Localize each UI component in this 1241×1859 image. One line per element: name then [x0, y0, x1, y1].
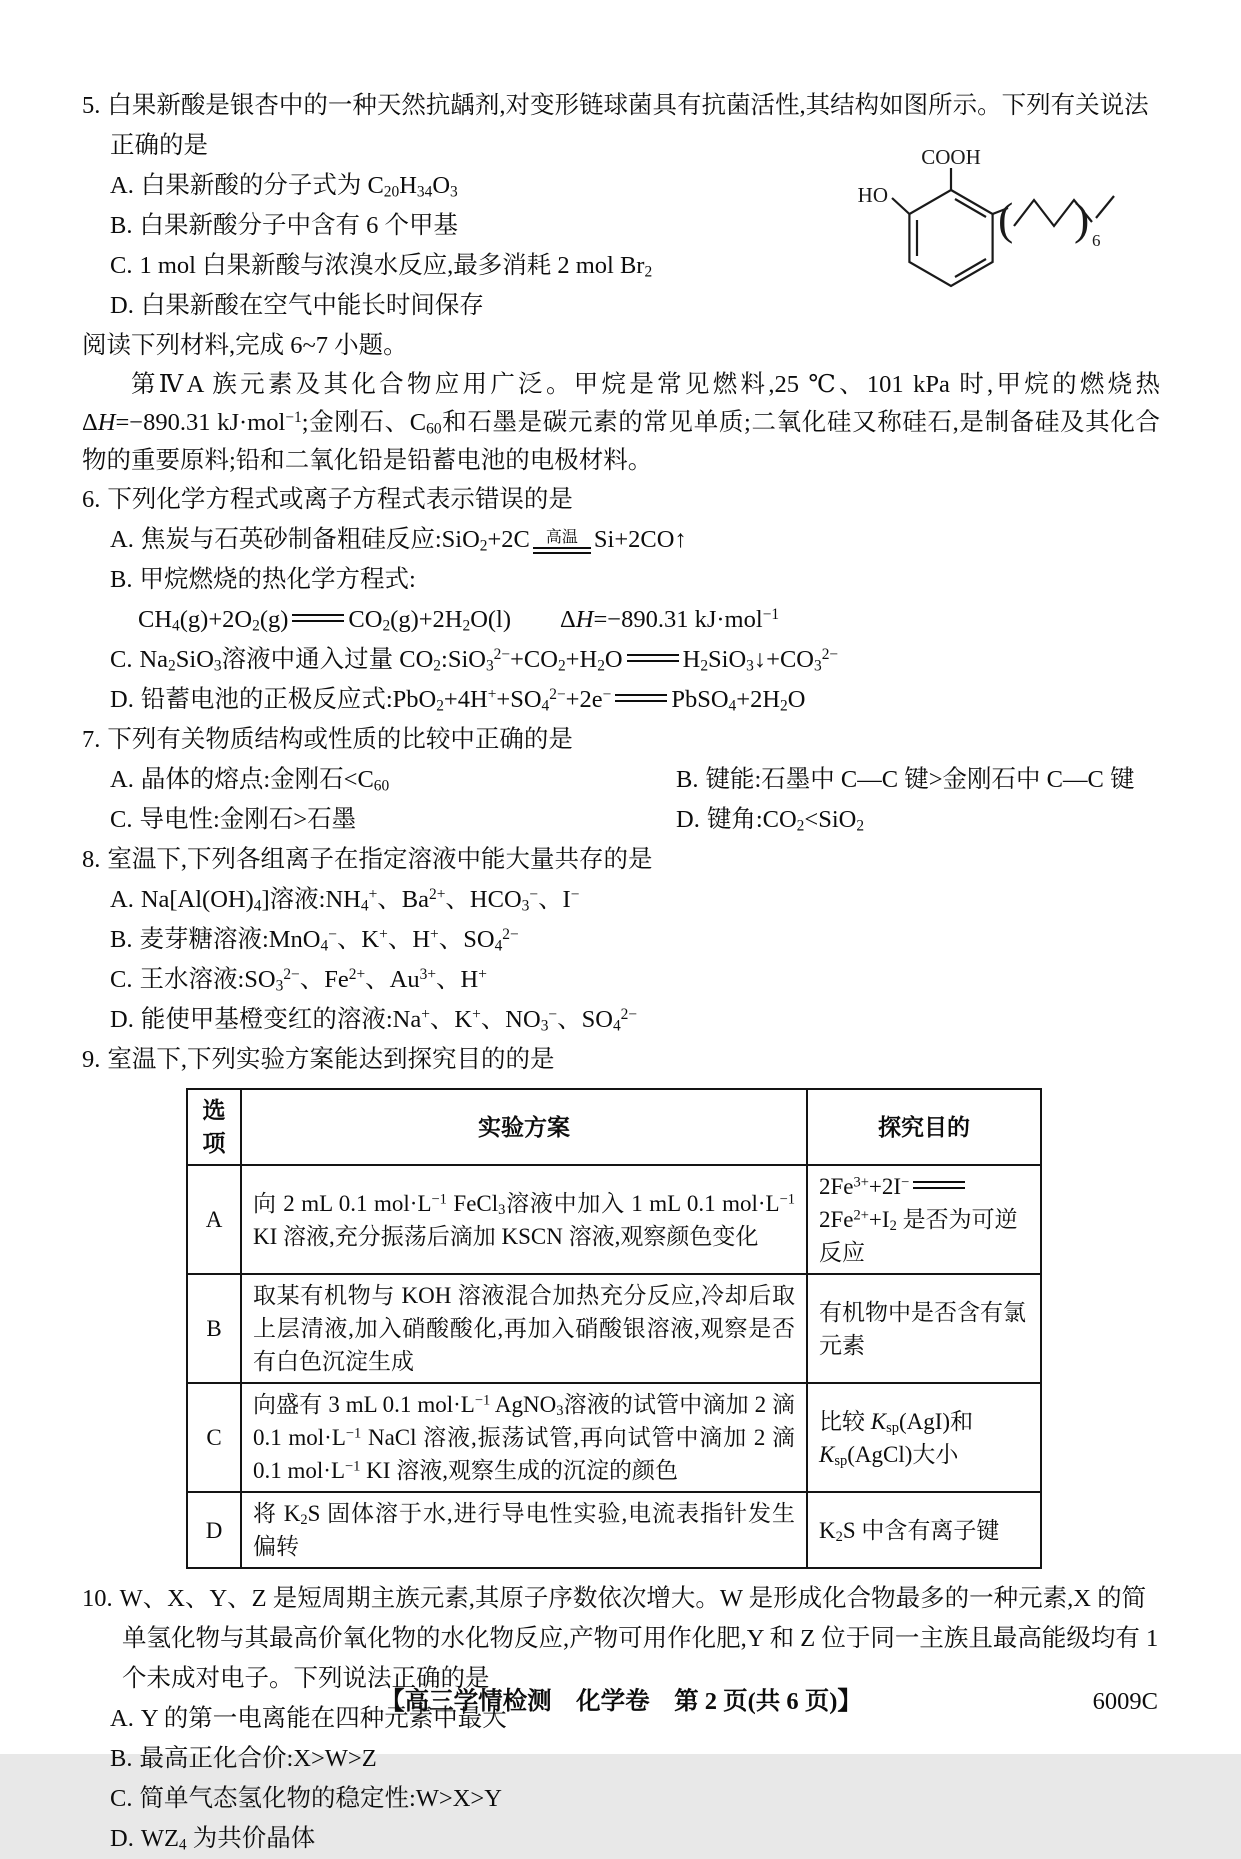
table-row-d	[187, 1492, 1041, 1568]
question-7-option-row-1	[82, 760, 1160, 800]
question-8-option-a: A. $Na[Al(OH)_4]$溶液$:NH_4^+$、$Ba^{2+}$、$HCO_3^-$、I−	[110, 885, 580, 915]
question-5-option-a: A. 白果新酸的分子式为 $C_{20}H_{34}O_3$	[110, 172, 458, 201]
material-paragraph: 第ⅣA 族元素及其化合物应用广泛。甲烷是常见燃料,25 ℃、101 kPa 时,甲烷的燃烧热 ΔH=−890.31 kJ·mol$^{-1}$;金刚石、$C_{60}$和石墨是碳元素的常见单质;二氧化硅又称硅石,是制备硅及其化合物的重要原料;铅和二氧化铅是铅蓄电池的电极材料。	[82, 371, 1160, 474]
table-cell-d-purpose: $K_2S$ 中含有离子键	[807, 1492, 1041, 1568]
ho-label: HO	[857, 183, 888, 207]
molecular-structure-figure	[856, 138, 1186, 320]
question-7-option-a: A. 晶体的熔点:金刚石$<C_{60}$	[110, 766, 390, 795]
table-cell-a-scheme: 向 2 mL 0.1 $mol\cdot L^{-1}$ FeCl$_3$溶液中加入 1 mL 0.1 $mol\cdot L^{-1}$ KI 溶液,充分振荡后滴加 KSCN 溶液,观察颜色变化	[241, 1165, 807, 1274]
question-6-option-a: A. 焦炭与石英砂制备粗硅反应:SiO$_2$+2C 高温 Si+2CO↑	[110, 526, 687, 555]
table-cell-a-purpose: $2Fe^{3+}+2I^-2Fe^{2+}+I_2$ 是否为可逆反应	[807, 1165, 1041, 1274]
question-6-option-b-equation: $CH_4(g)+2O_2(g)$ $CO_2(g)+2H_2O(l)$ ΔH=−890.31 kJ·mol$^{-1}$	[138, 605, 780, 635]
question-8-number: 8.	[82, 846, 101, 873]
table-cell-c-purpose: 比较 $K_{sp}(AgI)$和 $K_{sp}(AgCl)$大小	[807, 1383, 1041, 1492]
question-7-option-d: D. 键角$:CO_2<SiO_2$	[676, 806, 865, 835]
question-8-option-c: C. 王水溶液$:SO_3^{2-}$、$Fe^{2+}$、$Au^{3+}$、H+	[110, 965, 487, 995]
question-5-option-c: C. 1 mol 白果新酸与浓溴水反应,最多消耗 2 mol $Br_2$	[110, 252, 653, 281]
question-10-number: 10.	[82, 1585, 113, 1612]
exam-content	[82, 86, 1160, 1859]
question-6-number: 6.	[82, 486, 101, 513]
ho-bond	[892, 198, 909, 214]
experiment-table-header-row	[187, 1089, 1041, 1165]
paren-open: (	[998, 193, 1014, 244]
question-6-option-c: C. $Na_2SiO_3$溶液中通入过量 $CO_2:SiO_3^{2-}+CO_2+H_2O$ $H_2SiO_3↓+CO_3^{2-}$	[110, 645, 839, 675]
table-header-purpose: 探究目的	[807, 1089, 1041, 1165]
table-cell-b-scheme: 取某有机物与 KOH 溶液混合加热充分反应,冷却后取上层清液,加入硝酸酸化,再加入硝酸银溶液,观察是否有白色沉淀生成	[241, 1274, 807, 1383]
question-8-option-b: B. 麦芽糖溶液:MnO$_4$−、K+、H+、$SO_4^{2-}$	[110, 925, 519, 955]
question-8-option-d: D. 能使甲基橙变红的溶液:Na+、K+、$NO_3^-$、$SO_4^{2-}$	[110, 1005, 638, 1035]
question-6-option-d: D. 铅蓄电池的正极反应式$:PbO_2+4H^++SO_4^{2-}+2e^-$ $PbSO_4+2H_2O$	[110, 685, 806, 715]
question-5-option-b: B. 白果新酸分子中含有 6 个甲基	[110, 212, 458, 239]
question-8-stem: 8. 室温下,下列各组离子在指定溶液中能大量共存的是	[82, 846, 653, 873]
table-cell-d-scheme: 将 $K_2S$ 固体溶于水,进行导电性实验,电流表指针发生偏转	[241, 1492, 807, 1568]
page-code: 6009C	[1092, 1688, 1158, 1715]
question-5-stem-text: 白果新酸是银杏中的一种天然抗龋剂,对变形链球菌具有抗菌活性,其结构如图所示。下列有关说法正确的是	[107, 92, 1149, 159]
cooh-label: COOH	[921, 145, 981, 169]
question-6-stem: 6. 下列化学方程式或离子方程式表示错误的是	[82, 486, 573, 513]
question-7-option-row-2	[82, 800, 1160, 840]
question-9-stem: 9. 室温下,下列实验方案能达到探究目的的是	[82, 1046, 555, 1073]
question-5-number: 5.	[82, 92, 101, 119]
question-10-option-d: D. $WZ_4$ 为共价晶体	[110, 1825, 316, 1854]
question-10-option-b: B. 最高正化合价:X>W>Z	[110, 1745, 377, 1772]
table-cell-c-option: C	[187, 1383, 241, 1492]
question-7-number: 7.	[82, 726, 101, 753]
chain-repeat-count: 6	[1092, 231, 1101, 250]
question-7-stem: 7. 下列有关物质结构或性质的比较中正确的是	[82, 726, 573, 753]
question-7-option-b: B. 键能:石墨中 C—C 键>金刚石中 C—C 键	[676, 766, 1135, 793]
question-6-option-b: B. 甲烷燃烧的热化学方程式:	[110, 566, 416, 593]
table-cell-b-purpose: 有机物中是否含有氯元素	[807, 1274, 1041, 1383]
reading-note: 阅读下列材料,完成 6~7 小题。	[82, 332, 408, 359]
question-5-option-d: D. 白果新酸在空气中能长时间保存	[110, 292, 484, 319]
question-9-number: 9.	[82, 1046, 101, 1073]
table-cell-c-scheme: 向盛有 3 mL 0.1 $mol\cdot L^{-1}$ AgNO$_3$溶液的试管中滴加 2 滴 0.1 $mol\cdot L^{-1}$ NaCl 溶液,振荡试管,再向试管中滴加 2 滴 0.1 $mol\cdot L^{-1}$ KI 溶液,观察生成的沉淀的颜色	[241, 1383, 807, 1492]
chain-terminal-bond	[1096, 196, 1114, 218]
footer-title: 【高三学情检测 化学卷 第 2 页(共 6 页)】	[380, 1688, 862, 1715]
table-row-c	[187, 1383, 1041, 1492]
table-cell-a-option: A	[187, 1165, 241, 1274]
question-7-option-c: C. 导电性:金刚石>石墨	[110, 806, 357, 833]
table-row-a	[187, 1165, 1041, 1274]
table-row-b	[187, 1274, 1041, 1383]
paren-close: )	[1074, 193, 1090, 244]
question-10-stem: 10. W、X、Y、Z 是短周期主族元素,其原子序数依次增大。W 是形成化合物最多的一种元素,X 的简单氢化物与其最高价氧化物的水化物反应,产物可用作化肥,Y 和 Z 位于同一主族且最高能级均有 1 个未成对电子。下列说法正确的是	[82, 1585, 1159, 1692]
experiment-table	[186, 1088, 1042, 1569]
question-10-option-c: C. 简单气态氢化物的稳定性:W>X>Y	[110, 1785, 502, 1812]
question-10-option-a: A. Y 的第一电离能在四种元素中最大	[110, 1705, 507, 1732]
table-cell-b-option: B	[187, 1274, 241, 1383]
table-header-scheme: 实验方案	[241, 1089, 807, 1165]
page-footer	[82, 1682, 1160, 1722]
table-cell-d-option: D	[187, 1492, 241, 1568]
table-header-option: 选项	[187, 1089, 241, 1165]
